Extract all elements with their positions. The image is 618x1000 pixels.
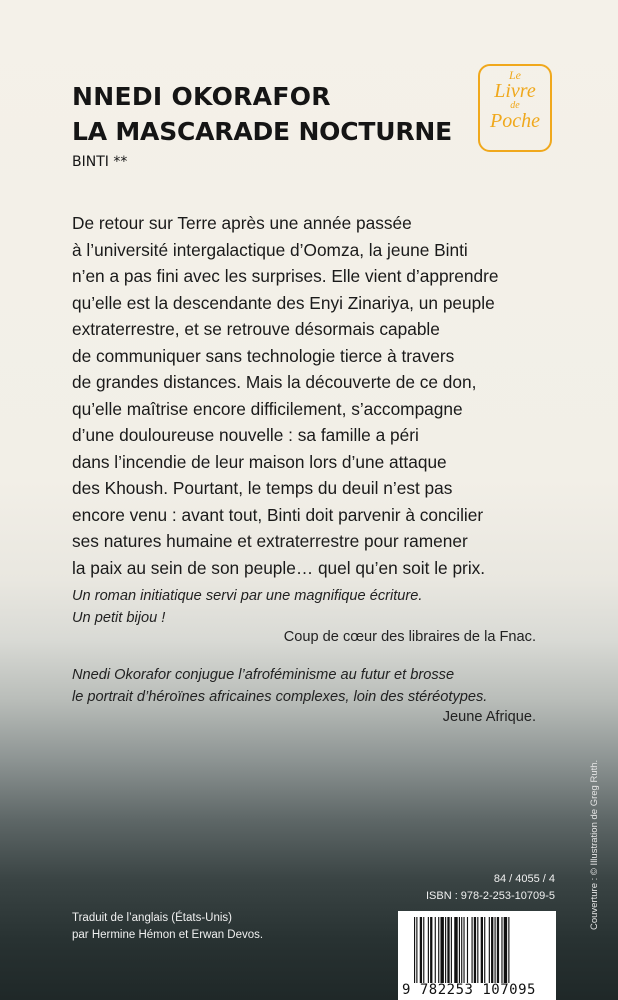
cover-credit: Couverture : © Illustration de Greg Ruth. [589,759,600,930]
review-source-jeune-afrique: Jeune Afrique. [442,709,536,725]
barcode-bar [435,917,436,983]
review-line: le portrait d’héroïnes africaines complexes, loin des stéréotypes. [72,689,488,705]
barcode-bar [445,917,446,983]
barcode-bar [428,917,429,983]
review-quote-fnac [72,585,552,629]
barcode-bar [508,917,509,983]
barcode-bar [501,917,502,983]
barcode-bar [504,917,507,983]
review-line: Un roman initiatique servi par une magnifique écriture. [72,588,423,604]
summary-line: De retour sur Terre après une année passée [72,213,412,233]
barcode-bar [484,917,485,983]
barcode-bar [495,917,496,983]
review-line: Un petit bijou ! [72,610,166,626]
summary-line: extraterrestre, et se retrouve désormais capable [72,319,440,339]
summary-line: ses natures humaine et extraterrestre pour ramener [72,531,468,551]
summary-line: qu’elle est la descendante des Enyi Zinariya, un peuple [72,292,495,313]
barcode-bar [491,917,493,983]
barcode-bar [430,917,432,983]
barcode-bar [420,917,422,983]
logo-le: Le [509,68,521,82]
translation-credit [72,910,263,944]
catalog-number: 84 / 4055 / 4 [493,873,555,885]
barcode-bar [467,917,468,983]
summary-line: d’une douloureuse nouvelle : sa famille a péri [72,425,419,445]
barcode-bar [481,917,483,983]
summary-line: la paix au sein de son peuple… quel qu’en soit le prix. [72,557,486,578]
summary-line: qu’elle maîtrise encore difficilement, s’accompagne [72,398,463,419]
barcode-bar [447,917,449,983]
barcode-bar [477,917,478,983]
summary-line: dans l’incendie de leur maison lors d’une attaque [72,451,447,472]
barcode-number: 9 782253 107095 [402,982,536,998]
book-summary [72,210,552,581]
barcode-bar [474,917,476,983]
barcode-bar [497,917,499,983]
logo-livre: Livre [494,80,536,102]
series-label: BINTI ** [72,154,128,170]
summary-line: à l’université intergalactique d’Oomza, la jeune Binti [72,239,468,260]
isbn: ISBN : 978-2-253-10709-5 [425,890,555,902]
logo-de: de [510,100,520,111]
review-line: Nnedi Okorafor conjugue l’afroféminisme au futur et brosse [72,667,455,683]
logo-poche: Poche [490,110,540,132]
barcode-bar [459,917,460,983]
barcode-bar [416,917,417,983]
summary-line: de grandes distances. Mais la découverte de ce don, [72,372,477,392]
review-source-fnac: Coup de cœur des libraires de la Fnac. [283,629,536,645]
summary-line: encore venu : avant tout, Binti doit parvenir à concilier [72,504,484,525]
barcode-bar [454,917,457,983]
barcode [398,911,556,1000]
translation-line: Traduit de l’anglais (États-Unis) [72,912,232,924]
barcode-bar [440,917,443,983]
barcode-bar [461,917,462,983]
summary-line: des Khoush. Pourtant, le temps du deuil n’est pas [72,478,453,498]
barcode-bar [489,917,490,983]
barcode-bars [412,917,542,983]
barcode-bar [423,917,424,983]
barcode-bar [472,917,473,983]
summary-line: n’en a pas fini avec les surprises. Elle vient d’apprendre [72,266,499,286]
author-name: NNEDI OKORAFOR [72,82,331,111]
barcode-bar [451,917,452,983]
book-title: LA MASCARADE NOCTURNE [72,117,452,146]
barcode-bar [438,917,439,983]
summary-line: de communiquer sans technologie tierce à travers [72,345,455,366]
review-quote-jeune-afrique [72,664,552,708]
publisher-logo [478,64,552,152]
barcode-bar [463,917,464,983]
barcode-bar [414,917,415,983]
catalog-codes [426,871,555,905]
translation-line: par Hermine Hémon et Erwan Devos. [72,929,264,941]
